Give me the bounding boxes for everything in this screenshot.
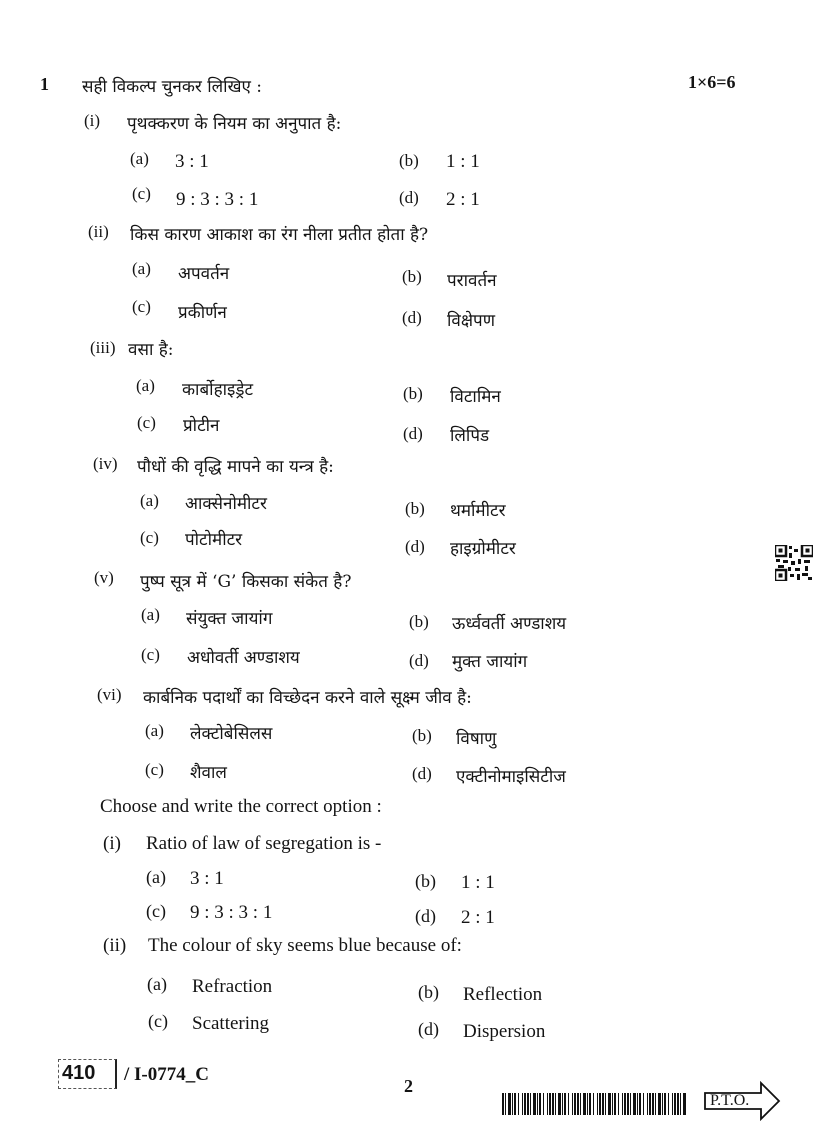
option-label: (a) [147, 974, 167, 994]
question-text: कार्बनिक पदार्थों का विच्छेदन करने वाले सूक्ष्म जीव है: [143, 688, 472, 708]
option-label: (b) [412, 726, 432, 745]
option-text: Reflection [463, 984, 543, 1005]
question-text: पौधों की वृद्धि मापने का यन्त्र है: [137, 457, 334, 477]
barcode-icon [502, 1093, 688, 1115]
pto-label: P.T.O. [710, 1092, 750, 1109]
question-text: पुष्प सूत्र में ‘G’ किसका संकेत है? [140, 572, 352, 592]
option-label: (b) [402, 267, 422, 286]
option-text: 3 : 1 [190, 868, 224, 889]
option-label: (c) [132, 184, 151, 203]
option-label: (b) [409, 612, 429, 631]
option-text: Scattering [192, 1013, 270, 1034]
option-label: (b) [415, 871, 436, 891]
option-label: (c) [141, 645, 160, 664]
option-label: (a) [146, 867, 166, 887]
option-text: विटामिन [450, 387, 501, 407]
option-label: (b) [403, 384, 423, 403]
option-label: (c) [137, 413, 156, 432]
option-text: लिपिड [450, 426, 490, 446]
option-text: अधोवर्ती अण्डाशय [187, 648, 300, 668]
option-text: विक्षेपण [447, 311, 495, 331]
option-text: थर्मामीटर [450, 501, 506, 521]
q-number: (ii) [103, 935, 127, 956]
q-number: (i) [84, 111, 101, 130]
question-text: किस कारण आकाश का रंग नीला प्रतीत होता है? [130, 225, 429, 245]
question-number: 1 [40, 74, 49, 94]
option-text: 3 : 1 [175, 151, 209, 172]
instruction-english: Choose and write the correct option : [100, 796, 382, 817]
option-label: (d) [399, 188, 419, 207]
option-label: (d) [403, 424, 423, 443]
option-label: (d) [409, 651, 429, 670]
option-text: अपवर्तन [178, 264, 230, 284]
option-label: (d) [415, 906, 436, 926]
q-number: (i) [103, 833, 121, 854]
question-text: पृथक्करण के नियम का अनुपात है: [127, 114, 342, 134]
option-text: कार्बोहाइड्रेट [182, 380, 254, 400]
marks: 1×6=6 [688, 72, 736, 92]
option-label: (c) [132, 297, 151, 316]
option-label: (a) [132, 259, 151, 278]
question-text: Ratio of law of segregation is - [146, 833, 382, 854]
option-text: विषाणु [456, 729, 497, 749]
option-label: (b) [405, 499, 425, 518]
option-text: 1 : 1 [461, 872, 495, 893]
option-label: (c) [146, 901, 166, 921]
option-text: 2 : 1 [461, 907, 495, 928]
option-text: 9 : 3 : 3 : 1 [176, 189, 259, 210]
option-label: (a) [130, 149, 149, 168]
paper-code: / I-0774_C [124, 1064, 209, 1085]
option-text: 2 : 1 [446, 189, 480, 210]
page-number: 2 [404, 1076, 413, 1096]
option-label: (d) [402, 308, 422, 327]
option-label: (a) [140, 491, 159, 510]
option-text: आक्सेनोमीटर [185, 494, 267, 514]
option-text: ऊर्ध्ववर्ती अण्डाशय [452, 614, 567, 634]
q-number: (v) [94, 568, 114, 587]
q-number: (vi) [97, 685, 122, 704]
q-number: (iv) [93, 454, 118, 473]
instruction-hindi: सही विकल्प चुनकर लिखिए : [82, 77, 263, 97]
option-text: मुक्त जायांग [452, 652, 528, 672]
question-text: The colour of sky seems blue because of: [148, 935, 462, 956]
q-number: (ii) [88, 222, 109, 241]
option-label: (c) [140, 528, 159, 547]
option-text: Dispersion [463, 1021, 546, 1042]
booklet-code: 410 [62, 1062, 96, 1084]
option-label: (a) [136, 376, 155, 395]
option-text: 9 : 3 : 3 : 1 [190, 902, 273, 923]
option-text: Refraction [192, 976, 273, 997]
qr-code-icon [775, 545, 813, 581]
option-text: संयुक्त जायांग [186, 609, 273, 629]
option-label: (b) [418, 982, 439, 1002]
option-label: (b) [399, 151, 419, 170]
option-label: (d) [412, 764, 432, 783]
option-text: पोटोमीटर [185, 530, 243, 550]
option-text: परावर्तन [447, 271, 497, 291]
q-number: (iii) [90, 338, 116, 357]
option-text: शैवाल [190, 763, 227, 783]
option-label: (a) [141, 605, 160, 624]
question-text: वसा है: [128, 340, 174, 360]
option-label: (d) [405, 537, 425, 556]
option-label: (c) [148, 1011, 168, 1031]
option-text: प्रोटीन [183, 416, 220, 436]
option-text: 1 : 1 [446, 151, 480, 172]
option-text: लेक्टोबेसिलस [190, 724, 273, 744]
option-label: (d) [418, 1019, 439, 1039]
option-text: एक्टीनोमाइसिटीज [456, 767, 566, 787]
option-label: (a) [145, 721, 164, 740]
option-label: (c) [145, 760, 164, 779]
option-text: हाइग्रोमीटर [450, 539, 516, 559]
option-text: प्रकीर्णन [178, 303, 227, 323]
